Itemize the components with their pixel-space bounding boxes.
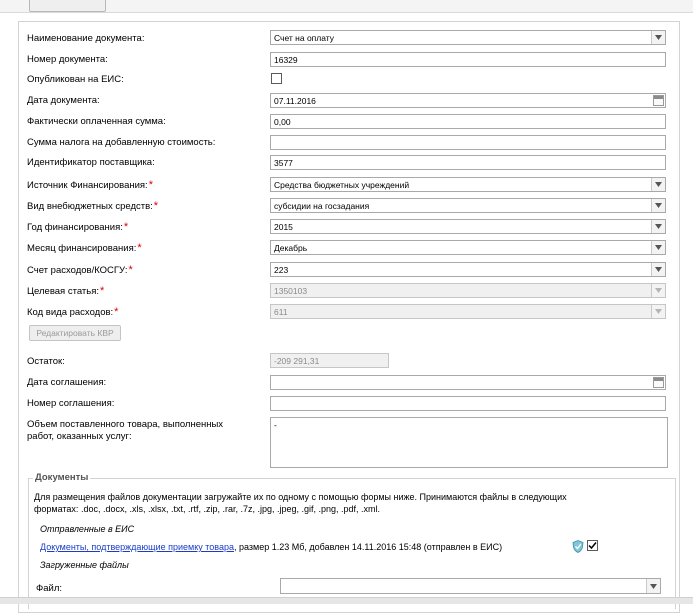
target-article-label-text: Целевая статья: — [27, 286, 99, 297]
supplier-id-label: Идентификатор поставщика: — [27, 157, 155, 168]
funding-month-label-text: Месяц финансирования: — [27, 243, 137, 254]
vat-sum-input[interactable] — [270, 135, 666, 150]
edit-kvr-button[interactable]: Редактировать КВР — [29, 325, 121, 341]
documents-instructions — [34, 491, 666, 515]
offbudget-type-label — [27, 200, 158, 213]
target-article-value: 1350103 — [274, 286, 308, 296]
chevron-down-icon[interactable] — [651, 220, 665, 233]
offbudget-type-label-text: Вид внебюджетных средств: — [27, 201, 153, 212]
chevron-down-icon — [651, 284, 665, 297]
expense-account-value: 223 — [274, 265, 289, 275]
top-button[interactable] — [29, 0, 106, 12]
doc-name-select[interactable] — [270, 30, 666, 45]
vat-sum-label: Сумма налога на добавленную стоимость: — [27, 137, 216, 148]
funding-month-select[interactable] — [270, 240, 666, 255]
doc-number-input[interactable]: 16329 — [270, 52, 666, 67]
sent-file-info: , размер 1.23 Мб, добавлен 14.11.2016 15:48 (отправлен в ЕИС) — [233, 542, 503, 552]
chevron-down-icon[interactable] — [651, 178, 665, 191]
balance-input: -209 291,31 — [270, 353, 389, 368]
agreement-date-label: Дата соглашения: — [27, 377, 107, 388]
funding-source-value: Средства бюджетных учреждений — [274, 180, 410, 190]
chevron-down-icon[interactable] — [651, 263, 665, 276]
doc-date-label: Дата документа: — [27, 95, 100, 106]
published-label: Опубликован на ЕИС: — [27, 74, 124, 85]
required-mark: * — [99, 285, 105, 297]
expense-type-code-label — [27, 306, 118, 319]
expense-account-label-text: Счет расходов/КОСГУ: — [27, 265, 128, 276]
doc-number-label: Номер документа: — [27, 54, 108, 65]
chevron-down-icon[interactable] — [651, 199, 665, 212]
agreement-date-input[interactable] — [270, 375, 666, 390]
required-mark: * — [137, 242, 142, 254]
funding-year-value: 2015 — [274, 222, 293, 232]
volume-label — [27, 419, 223, 443]
expense-type-code-select[interactable] — [270, 304, 666, 319]
published-checkbox[interactable] — [271, 73, 282, 84]
instructions-line1: Для размещения файлов документации загружайте их по одному с помощью формы ниже. Принимаются файлы в следующих — [34, 492, 567, 502]
calendar-icon[interactable] — [653, 95, 664, 106]
funding-month-label — [27, 242, 142, 255]
agreement-number-input[interactable] — [270, 396, 666, 411]
expense-type-code-label-text: Код вида расходов: — [27, 307, 114, 318]
offbudget-type-select[interactable] — [270, 198, 666, 213]
file-label: Файл: — [36, 583, 62, 594]
doc-name-label: Наименование документа: — [27, 33, 145, 44]
sent-file-checkbox[interactable] — [587, 540, 598, 551]
calendar-icon[interactable] — [653, 377, 664, 388]
doc-date-value: 07.11.2016 — [274, 96, 316, 106]
expense-account-label — [27, 264, 133, 277]
chevron-down-icon[interactable] — [651, 241, 665, 254]
expense-account-select[interactable] — [270, 262, 666, 277]
instructions-line2: форматах: .doc, .docx, .xls, .xlsx, .txt, .rtf, .zip, .rar, .7z, .jpg, .jpeg, .gif, .png, .pdf, .xml. — [34, 504, 381, 514]
target-article-label — [27, 285, 104, 298]
doc-date-input[interactable] — [270, 93, 666, 108]
sent-file-row — [40, 542, 502, 552]
funding-source-label-text: Источник Финансирования: — [27, 180, 148, 191]
target-article-select[interactable] — [270, 283, 666, 298]
funding-source-label — [27, 179, 153, 192]
funding-month-value: Декабрь — [274, 243, 308, 253]
sent-files-heading: Отправленные в ЕИС — [40, 524, 135, 534]
agreement-number-label: Номер соглашения: — [27, 398, 115, 409]
balance-label: Остаток: — [27, 356, 65, 367]
doc-name-value: Счет на оплату — [274, 33, 335, 43]
chevron-down-icon[interactable] — [651, 31, 665, 44]
required-mark: * — [153, 200, 159, 212]
shield-icon — [572, 540, 584, 556]
required-mark: * — [123, 221, 129, 233]
funding-source-select[interactable] — [270, 177, 666, 192]
expense-type-code-value: 611 — [274, 307, 288, 317]
documents-legend: Документы — [35, 472, 89, 483]
chevron-down-icon — [651, 305, 665, 318]
volume-label-line1: Объем поставленного товара, выполненных — [27, 419, 224, 430]
required-mark: * — [128, 264, 133, 276]
supplier-id-input[interactable]: 3577 — [270, 155, 666, 170]
chevron-down-icon[interactable] — [646, 579, 660, 593]
required-mark: * — [114, 306, 119, 318]
uploaded-files-heading: Загруженные файлы — [40, 560, 129, 570]
funding-year-label — [27, 221, 128, 234]
paid-sum-label: Фактически оплаченная сумма: — [27, 116, 166, 127]
paid-sum-input[interactable]: 0,00 — [270, 114, 666, 129]
required-mark: * — [148, 179, 153, 191]
top-toolbar-strip — [0, 0, 693, 13]
funding-year-label-text: Год финансирования: — [27, 222, 123, 233]
volume-textarea[interactable]: - — [270, 417, 668, 468]
funding-year-select[interactable] — [270, 219, 666, 234]
sent-file-link[interactable]: Документы, подтверждающие приемку товара — [40, 542, 234, 552]
offbudget-type-value: субсидии на госзадания — [274, 201, 370, 211]
file-select[interactable] — [280, 578, 661, 594]
volume-label-line2: работ, оказанных услуг: — [27, 431, 132, 442]
